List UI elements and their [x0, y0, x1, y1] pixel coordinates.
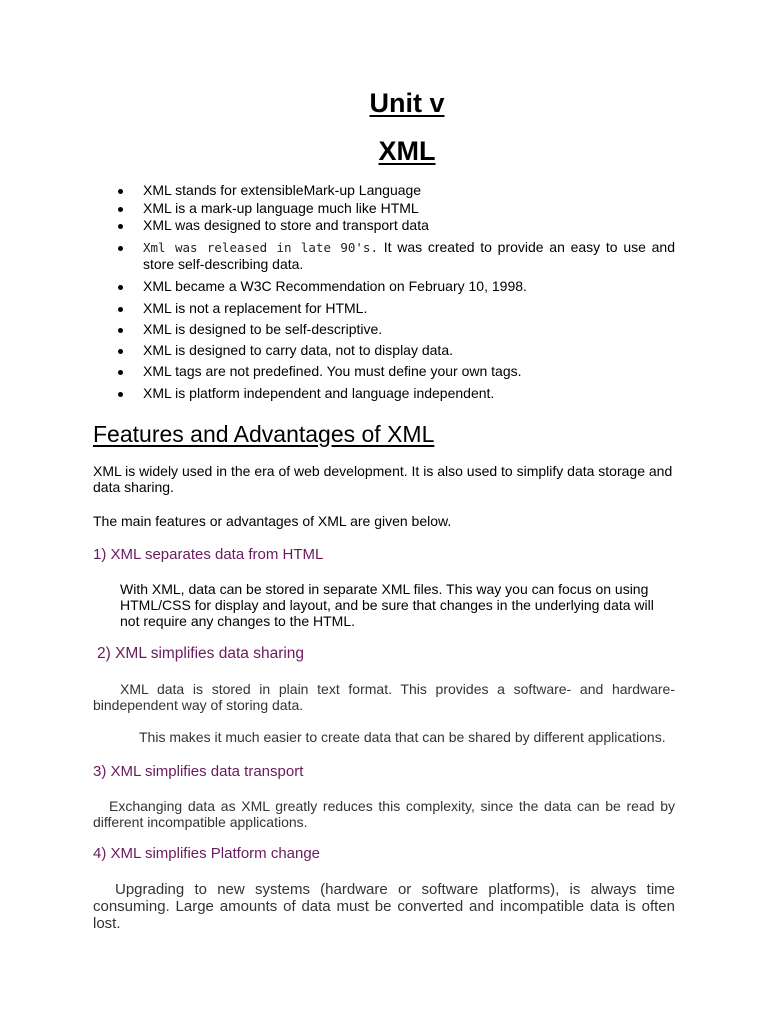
feature-heading: 1) XML separates data from HTML — [93, 546, 324, 563]
lead-paragraph: The main features or advantages of XML are given below. — [93, 513, 452, 529]
bullet-icon — [118, 370, 123, 375]
feature-heading: 3) XML simplifies data transport — [93, 763, 304, 780]
bullet-icon — [118, 285, 123, 290]
list-item-rest-text: It was created to provide an easy to use and store self-describing data. — [143, 239, 675, 272]
bullet-icon — [118, 189, 123, 194]
bullet-icon — [118, 307, 123, 312]
unit-title: Unit v — [369, 88, 445, 118]
list-item-text: XML became a W3C Recommendation on February 10, 1998. — [143, 278, 527, 294]
list-item-text: XML tags are not predefined. You must define your own tags. — [143, 363, 522, 379]
bullet-icon — [118, 349, 123, 354]
list-item-text: XML stands for extensibleMark-up Language — [143, 182, 422, 198]
feature-body: With XML, data can be stored in separate XML files. This way you can focus on using HTML/CSS for display and layout, and be sure that changes in the underlying data will not require any changes to the HTML. — [120, 581, 654, 629]
bullet-icon — [118, 246, 123, 251]
bullet-icon — [118, 328, 123, 333]
bullet-icon — [118, 207, 123, 212]
document-title: XML — [378, 136, 436, 166]
list-item-text — [143, 239, 675, 273]
list-item-text: XML is designed to carry data, not to display data. — [143, 342, 453, 358]
feature-body: Upgrading to new systems (hardware or software platforms), is always time consuming. Large amounts of data must be converted and incompatible data is often lost. — [93, 881, 675, 932]
feature-body-note: This makes it much easier to create data that can be shared by different applications. — [139, 729, 666, 745]
feature-body: Exchanging data as XML greatly reduces this complexity, since the data can be read by different incompatible applications. — [93, 798, 675, 830]
feature-heading: 2) XML simplifies data sharing — [97, 645, 305, 662]
list-item-text: XML is platform independent and language independent. — [143, 385, 495, 401]
feature-heading: 4) XML simplifies Platform change — [93, 845, 321, 862]
list-item-text: XML is not a replacement for HTML. — [143, 300, 368, 316]
list-item-text: XML was designed to store and transport data — [143, 217, 429, 233]
intro-paragraph: XML is widely used in the era of web development. It is also used to simplify data storage and data sharing. — [93, 463, 673, 495]
feature-body: XML data is stored in plain text format. This provides a software- and hardware-bindependent way of storing data. — [93, 681, 675, 713]
bullet-icon — [118, 392, 123, 397]
list-item-text: XML is a mark-up language much like HTML — [143, 200, 419, 216]
list-item-code-text: Xml was released in late 90's. — [143, 240, 378, 255]
section-heading: Features and Advantages of XML — [93, 421, 435, 447]
bullet-icon — [118, 224, 123, 229]
list-item-text: XML is designed to be self-descriptive. — [143, 321, 383, 337]
